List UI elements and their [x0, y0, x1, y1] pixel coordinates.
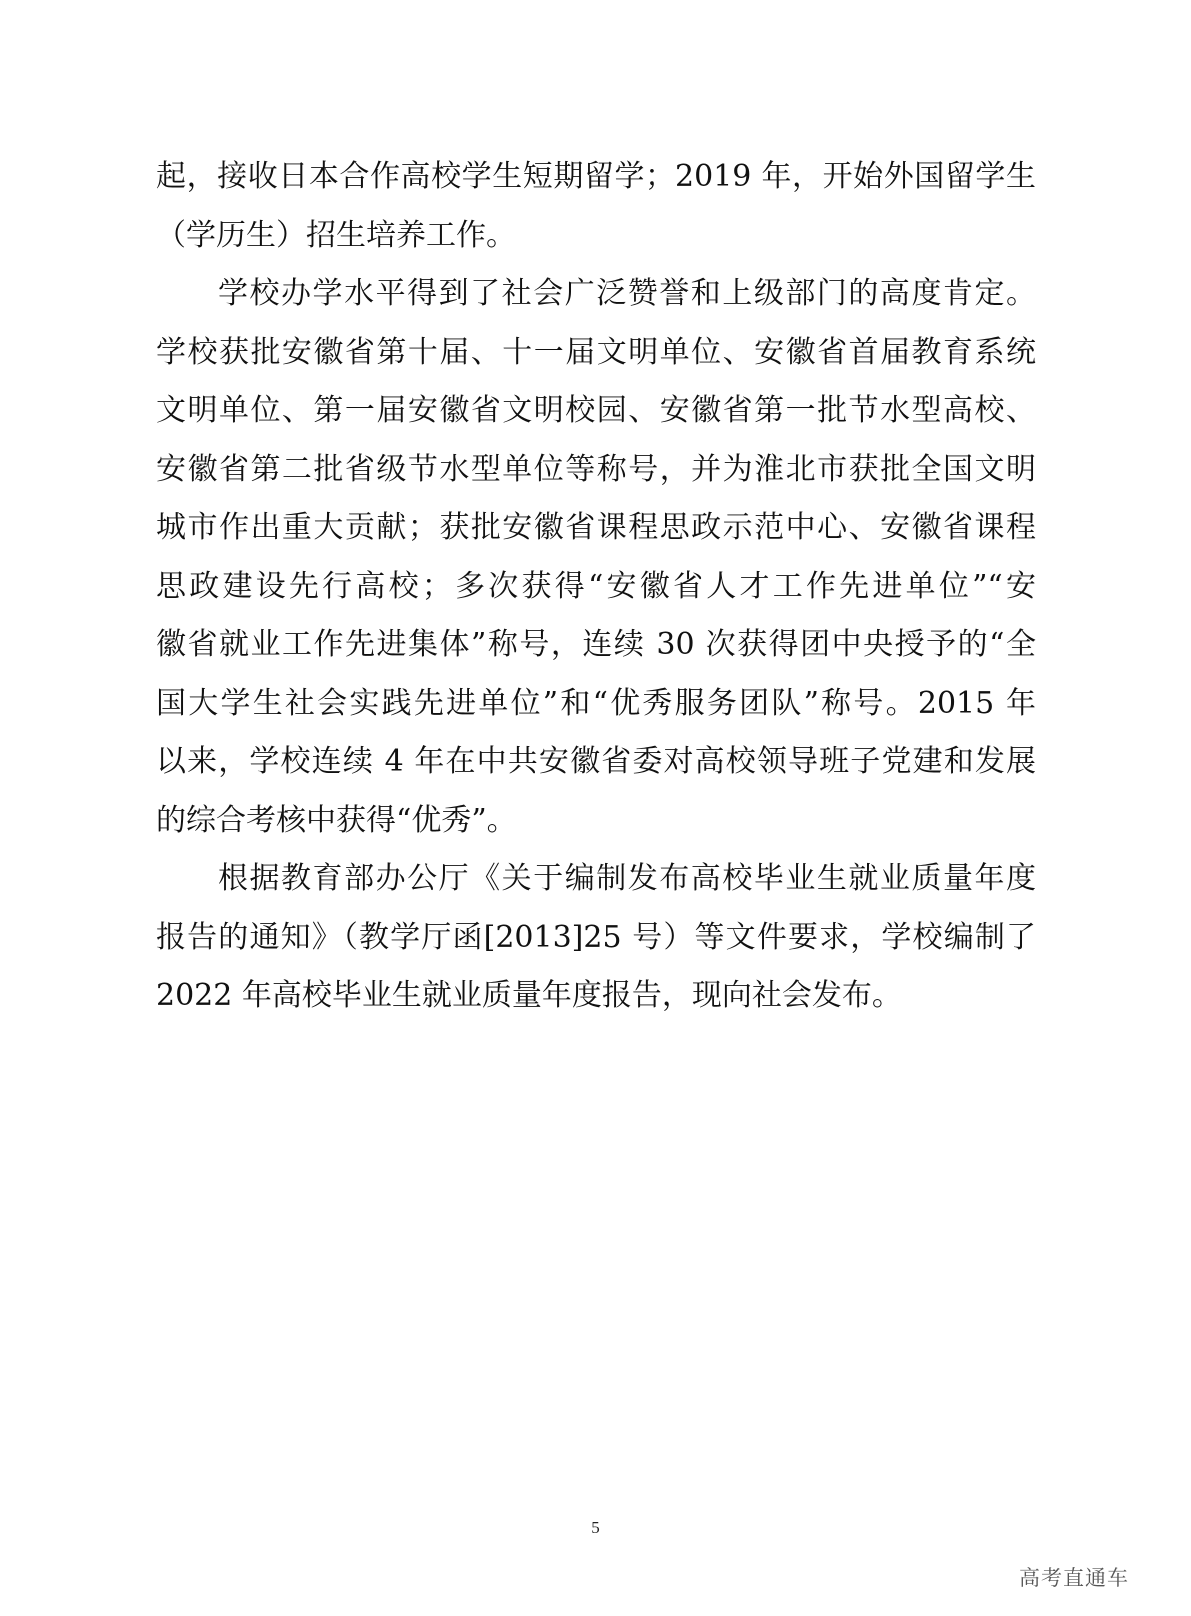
text-line: 起，接收日本合作高校学生短期留学；2019 年，开始外国留学生: [156, 159, 1036, 194]
paragraph-first-line: 根据教育部办公厅《关于编制发布高校毕业生就业质量年度: [218, 861, 1036, 896]
text-line: 徽省就业工作先进集体”称号，连续 30 次获得团中央授予的“全: [156, 627, 1036, 662]
text-line: 学校获批安徽省第十届、十一届文明单位、安徽省首届教育系统: [156, 334, 1036, 370]
paragraph-first-line: 学校办学水平得到了社会广泛赞誉和上级部门的高度肯定。: [218, 276, 1036, 311]
page-number: 5: [591, 1518, 600, 1537]
watermark-text: 高考直通车: [1019, 1566, 1129, 1590]
text-line: 城市作出重大贡献；获批安徽省课程思政示范中心、安徽省课程: [156, 510, 1036, 545]
text-line: 2022 年高校毕业生就业质量年度报告，现向社会发布。: [156, 978, 902, 1013]
text-line: 以来，学校连续 4 年在中共安徽省委对高校领导班子党建和发展: [156, 744, 1036, 779]
text-line: 安徽省第二批省级节水型单位等称号，并为淮北市获批全国文明: [156, 451, 1036, 487]
document-body: [156, 148, 1036, 1026]
text-line: 的综合考核中获得“优秀”。: [156, 802, 517, 838]
text-line: （学历生）招生培养工作。: [156, 217, 516, 253]
text-line: 文明单位、第一届安徽省文明校园、安徽省第一批节水型高校、: [156, 393, 1036, 428]
text-line: 报告的通知》（教学厅函[2013]25 号）等文件要求，学校编制了: [156, 919, 1036, 955]
text-line: 国大学生社会实践先进单位”和“优秀服务团队”称号。2015 年: [156, 685, 1036, 721]
text-line: 思政建设先行高校；多次获得“安徽省人才工作先进单位”“安: [156, 568, 1036, 604]
